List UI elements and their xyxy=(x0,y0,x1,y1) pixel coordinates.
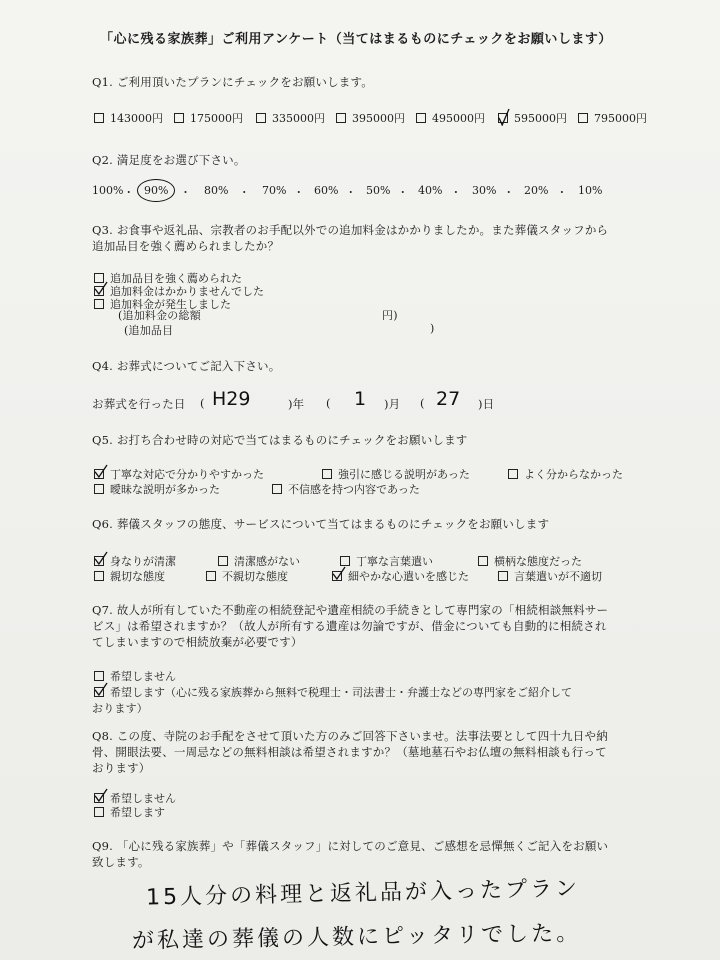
q8-question-line2: 骨、開眼法要、一周忌などの無料相談は希望されますか？（墓地墓石やお仏壇の無料相談も行って xyxy=(92,745,607,759)
q9-question-line2: 致します。 xyxy=(92,855,150,869)
check-mark-icon xyxy=(94,682,108,696)
satisfaction-option[interactable]: 70% xyxy=(262,184,287,197)
option-label: 親切な態度 xyxy=(110,570,165,583)
checkbox-option[interactable] xyxy=(94,568,165,584)
satisfaction-option[interactable]: 20% xyxy=(524,184,549,197)
check-mark-icon xyxy=(94,551,108,565)
q3-question-line1: Q3. お食事や返礼品、宗教者のお手配以外での追加料金はかかりましたか。また葬儀スタッフから xyxy=(92,223,609,237)
option-label: 希望しません xyxy=(110,792,176,805)
separator-dot: ・ xyxy=(180,186,191,199)
q3-total-unit: 円) xyxy=(382,309,398,322)
option-label: 不親切な態度 xyxy=(222,570,288,583)
checkbox[interactable] xyxy=(272,484,282,494)
satisfaction-option[interactable]: 90% xyxy=(137,179,175,202)
q8-question-line3: おります） xyxy=(92,761,151,775)
option-label: 795000円 xyxy=(594,112,647,125)
separator-dot: ・ xyxy=(123,186,135,199)
checkbox[interactable] xyxy=(340,556,350,566)
option-label: 希望します xyxy=(110,806,165,819)
checkbox[interactable] xyxy=(322,469,332,479)
checkbox[interactable] xyxy=(94,484,104,494)
checkbox-option[interactable] xyxy=(322,466,470,482)
checkbox-option[interactable] xyxy=(94,684,572,700)
q9-question-line1: Q9. 「心に残る家族葬」や「葬儀スタッフ」に対してのご意見、ご感想を忌憚無くご記入をお願い xyxy=(92,839,609,853)
checkbox-option[interactable] xyxy=(218,553,300,569)
option-label: 追加料金はかかりませんでした xyxy=(110,285,264,298)
checkbox-option[interactable] xyxy=(478,553,582,569)
satisfaction-option[interactable]: 40% xyxy=(418,184,443,197)
checkbox-option[interactable] xyxy=(498,568,602,584)
option-label: 175000円 xyxy=(190,112,243,125)
separator-dot: ・ xyxy=(503,186,515,199)
checkbox[interactable] xyxy=(508,469,518,479)
satisfaction-option[interactable]: 100% xyxy=(92,184,124,197)
checkbox-option[interactable] xyxy=(340,553,433,569)
option-label: 言葉遣いが不適切 xyxy=(514,570,602,583)
q4-month-open: ( xyxy=(326,396,331,410)
checkbox-option[interactable] xyxy=(94,553,176,569)
check-mark-icon xyxy=(332,566,346,580)
option-label: 希望します（心に残る家族葬から無料で税理士・司法書士・弁護士などの専門家をご紹介して xyxy=(110,686,572,699)
q4-day-value[interactable]: 27 xyxy=(436,388,461,410)
q7-question-line1: Q7. 故人が所有していた不動産の相続登記や遺産相続の手続きとして専門家の「相続相談無料サー xyxy=(92,603,609,617)
q4-year-value[interactable]: H29 xyxy=(212,388,251,410)
q9-answer-line1[interactable]: 15人分の料理と返礼品が入ったプラン xyxy=(145,876,581,911)
check-mark-icon xyxy=(94,464,108,478)
checkbox[interactable] xyxy=(94,793,104,803)
checkbox[interactable] xyxy=(94,671,104,681)
option-label: 丁寧な対応で分かりやすかった xyxy=(110,468,264,481)
check-mark-icon xyxy=(94,281,108,295)
q3-items-label: (追加品目 xyxy=(124,324,174,337)
q4-month-unit: )月 xyxy=(384,397,401,411)
checkbox[interactable] xyxy=(256,113,266,123)
option-label: 143000円 xyxy=(110,112,163,125)
checkbox[interactable] xyxy=(94,113,104,123)
check-mark-icon xyxy=(498,108,510,126)
checkbox[interactable] xyxy=(578,113,588,123)
q4-year-open: ( xyxy=(200,396,205,410)
survey-title: 「心に残る家族葬」ご利用アンケート（当てはまるものにチェックをお願いします） xyxy=(100,32,612,47)
checkbox-option[interactable] xyxy=(94,110,163,126)
checkbox[interactable] xyxy=(218,556,228,566)
satisfaction-option[interactable]: 10% xyxy=(578,184,603,197)
checkbox-option[interactable] xyxy=(578,110,647,126)
option-label: 希望しません xyxy=(110,670,176,683)
separator-dot: ・ xyxy=(293,186,305,199)
q2-question: Q2. 満足度をお選び下さい。 xyxy=(92,153,246,167)
checkbox-option[interactable] xyxy=(94,481,220,497)
checkbox[interactable] xyxy=(498,113,508,123)
q4-year-unit: )年 xyxy=(288,397,305,411)
q4-date-label: お葬式を行った日 xyxy=(92,397,186,411)
satisfaction-option[interactable]: 60% xyxy=(314,184,339,197)
option-label: 身なりが清潔 xyxy=(110,555,176,568)
q3-items-close: ) xyxy=(430,322,435,335)
q4-month-value[interactable]: 1 xyxy=(354,388,367,410)
checkbox[interactable] xyxy=(478,556,488,566)
q9-answer-line2[interactable]: が私達の葬儀の人数にピッタリでした。 xyxy=(131,921,582,954)
q4-question: Q4. お葬式についてご記入下さい。 xyxy=(92,359,281,373)
option-label: 495000円 xyxy=(432,112,485,125)
checkbox[interactable] xyxy=(332,571,342,581)
option-label: よく分からなかった xyxy=(524,468,623,481)
option-label: 細やかな心遣いを感じた xyxy=(348,570,469,583)
option-label: 追加料金が発生しました xyxy=(110,298,231,311)
option-label: 追加品目を強く薦められた xyxy=(110,272,242,285)
q4-day-open: ( xyxy=(420,396,425,410)
checkbox[interactable] xyxy=(206,571,216,581)
option-label: 強引に感じる説明があった xyxy=(338,468,470,481)
separator-dot: ・ xyxy=(345,186,357,199)
option-label: 横柄な態度だった xyxy=(494,555,582,568)
separator-dot: ・ xyxy=(450,186,462,199)
option-label: 不信感を持つ内容であった xyxy=(288,483,420,496)
check-mark-icon xyxy=(94,788,108,802)
q6-question: Q6. 葬儀スタッフの態度、サービスについて当てはまるものにチェックをお願いします xyxy=(92,517,550,531)
checkbox-option[interactable] xyxy=(256,110,325,126)
checkbox-option[interactable] xyxy=(332,568,469,584)
option-label: 清潔感がない xyxy=(234,555,300,568)
checkbox-option[interactable] xyxy=(94,466,264,482)
q4-day-unit: )日 xyxy=(478,397,495,411)
checkbox-option[interactable] xyxy=(416,110,485,126)
option-label: 335000円 xyxy=(272,112,325,125)
satisfaction-option[interactable]: 80% xyxy=(204,184,229,197)
checkbox[interactable] xyxy=(94,807,104,817)
checkbox-option[interactable] xyxy=(336,110,405,126)
checkbox[interactable] xyxy=(94,571,104,581)
q7-question-line2: ビス」は希望されますか？（故人が所有する遺産は勿論ですが、借金についても自動的に相続され xyxy=(92,619,607,633)
checkbox-option[interactable] xyxy=(498,110,567,126)
option-label: 395000円 xyxy=(352,112,405,125)
checkbox-option[interactable] xyxy=(272,481,420,497)
checkbox[interactable] xyxy=(94,469,104,479)
q7-continuation: おります） xyxy=(92,702,148,715)
option-label: 丁寧な言葉遣い xyxy=(356,555,433,568)
q3-total-label: (追加料金の総額 xyxy=(118,309,201,322)
q7-question-line3: てしまいますので相続放棄が必要です） xyxy=(92,635,303,649)
separator-dot: ・ xyxy=(556,186,568,199)
checkbox[interactable] xyxy=(94,687,104,697)
q8-question-line1: Q8. この度、寺院のお手配をさせて頂いた方のみご回答下さいませ。法事法要として四十九日や納 xyxy=(92,729,608,743)
checkbox[interactable] xyxy=(416,113,426,123)
option-label: 曖昧な説明が多かった xyxy=(110,483,220,496)
q3-question-line2: 追加品目を強く薦められましたか？ xyxy=(92,239,280,253)
option-label: 595000円 xyxy=(514,112,567,125)
checkbox[interactable] xyxy=(94,556,104,566)
checkbox[interactable] xyxy=(94,286,104,296)
checkbox[interactable] xyxy=(94,299,104,309)
checkbox[interactable] xyxy=(336,113,346,123)
checkbox[interactable] xyxy=(174,113,184,123)
checkbox-option[interactable] xyxy=(206,568,288,584)
checkbox[interactable] xyxy=(498,571,508,581)
checkbox-option[interactable] xyxy=(174,110,243,126)
satisfaction-option[interactable]: 30% xyxy=(472,184,497,197)
satisfaction-option[interactable]: 50% xyxy=(366,184,391,197)
checkbox-option[interactable] xyxy=(94,804,165,820)
separator-dot: ・ xyxy=(397,186,409,199)
separator-dot: ・ xyxy=(238,186,250,199)
q1-question: Q1. ご利用頂いたプランにチェックをお願いします。 xyxy=(92,75,373,89)
checkbox-option[interactable] xyxy=(508,466,623,482)
q5-question: Q5. お打ち合わせ時の対応で当てはまるものにチェックをお願いします xyxy=(92,433,468,447)
